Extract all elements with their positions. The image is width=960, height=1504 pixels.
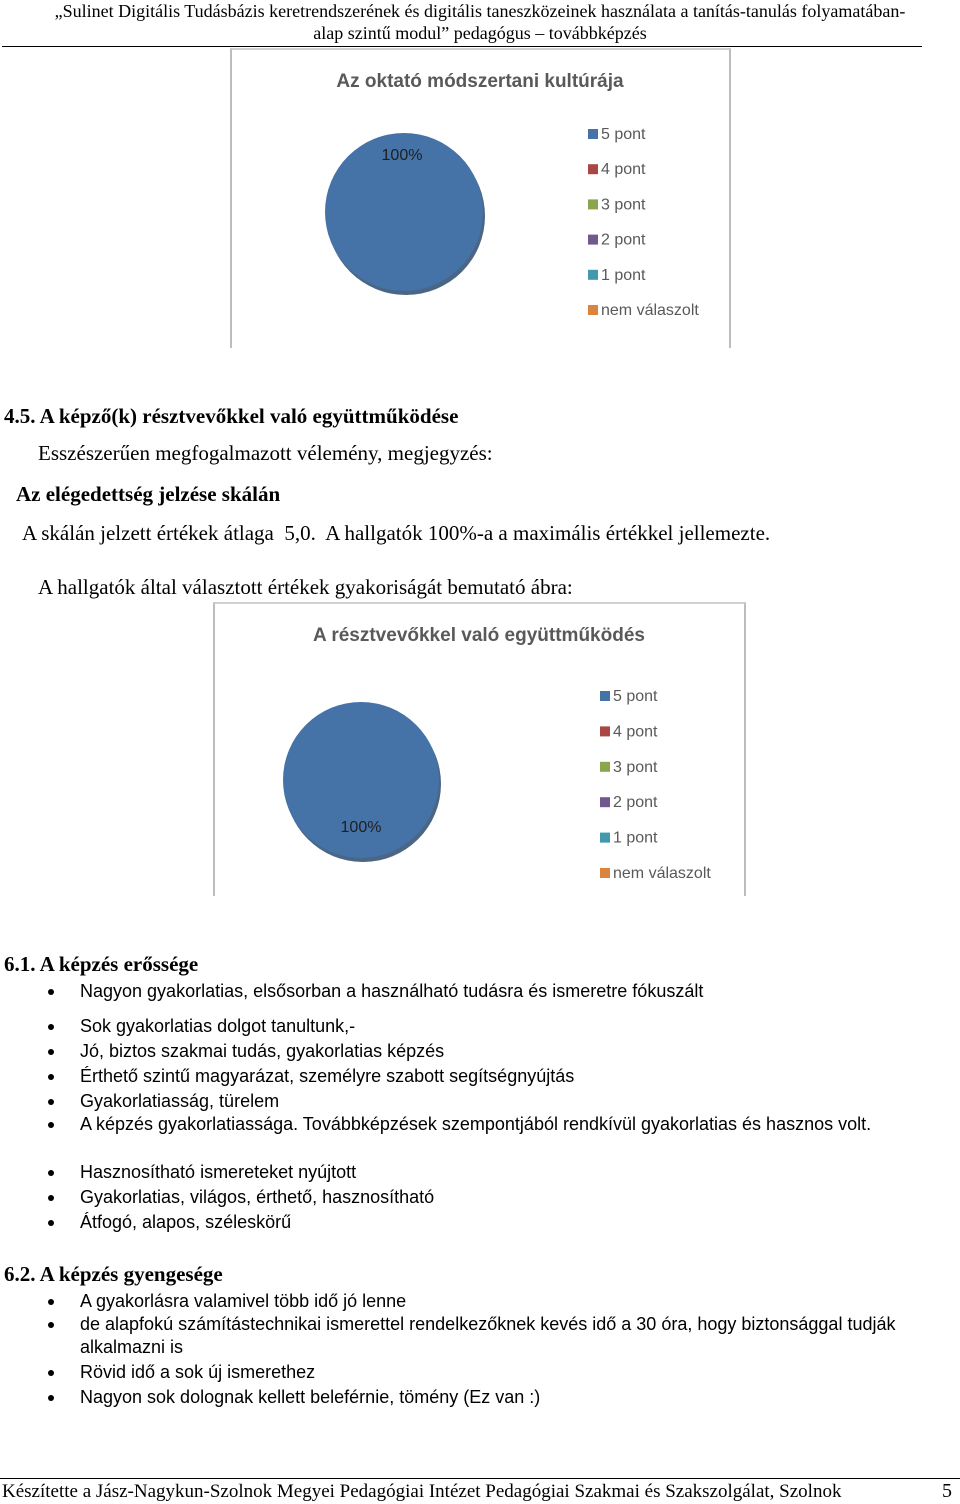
legend-label: 1 pont (613, 829, 658, 847)
header-line-1: „Sulinet Digitális Tudásbázis keretrendszerének és digitális taneszközeinek használata a tanítás-tanulás folyamatában- (54, 1, 906, 21)
bullet-icon (48, 1170, 54, 1176)
bullet-icon (48, 1122, 54, 1128)
chart-title: A résztvevőkkel való együttműködés (313, 625, 645, 646)
footer-divider (0, 1478, 960, 1479)
bullet-icon (48, 1024, 54, 1030)
pie-chart-svg (215, 604, 744, 896)
legend-swatch (588, 235, 598, 245)
pie-chart-methodology (230, 48, 731, 348)
legend-swatch (600, 833, 610, 843)
legend-label: nem válaszolt (613, 865, 711, 882)
list-item: Jó, biztos szakmai tudás, gyakorlatias képzés (80, 1040, 940, 1063)
legend-label: 5 pont (613, 688, 658, 705)
legend-swatch (588, 305, 598, 315)
satisfaction-subheading: Az elégedettség jelzése skálán (16, 482, 281, 506)
slice-data-label: 100% (381, 147, 423, 164)
page-number: 5 (942, 1480, 952, 1502)
list-item: de alapfokú számítástechnikai ismerettel rendelkezőknek kevés idő a 30 óra, hogy biztonsággal tudják alkalmazni is (80, 1313, 916, 1359)
legend-swatch (600, 868, 610, 878)
pie-chart-svg (232, 50, 729, 348)
bullet-icon (48, 1049, 54, 1055)
header-line-2: alap szintű modul” pedagógus – továbbképzés (313, 23, 647, 43)
legend-label: 5 pont (601, 126, 646, 143)
list-item: Átfogó, alapos, széleskörű (80, 1211, 940, 1234)
section-heading-6-1: 6.1. A képzés erőssége (4, 952, 199, 976)
legend-label: 3 pont (601, 196, 646, 214)
legend-swatch (600, 691, 610, 701)
bullet-icon (48, 1220, 54, 1226)
bullet-icon (48, 1370, 54, 1376)
legend-label: 4 pont (613, 723, 658, 741)
pie-chart-cooperation (213, 602, 746, 896)
section-heading-6-2: 6.2. A képzés gyengesége (4, 1262, 223, 1286)
list-item: A képzés gyakorlatiassága. Továbbképzések szempontjából rendkívül gyakorlatias és hasznos volt. (80, 1113, 910, 1136)
average-text: A skálán jelzett értékek átlaga 5,0. A hallgatók 100%-a a maximális értékkel jellemezte. (22, 521, 771, 545)
list-item: Érthető szintű magyarázat, személyre szabott segítségnyújtás (80, 1065, 940, 1088)
bullet-icon (48, 1074, 54, 1080)
bullet-icon (48, 1299, 54, 1305)
legend-label: 2 pont (613, 794, 658, 812)
list-item: Nagyon sok dolognak kellett beleférnie, tömény (Ez van :) (80, 1386, 940, 1409)
list-item: A gyakorlásra valamivel több idő jó lenne (80, 1290, 940, 1313)
chart-caption: A hallgatók által választott értékek gyakoriságát bemutató ábra: (38, 575, 573, 599)
legend-swatch (588, 270, 598, 280)
chart-title: Az oktató módszertani kultúrája (336, 71, 624, 92)
bullet-icon (48, 989, 54, 995)
legend-label: 3 pont (613, 758, 658, 776)
list-item: Gyakorlatias, világos, érthető, hasznosítható (80, 1186, 940, 1209)
legend-label: 1 pont (601, 266, 646, 284)
list-item: Rövid idő a sok új ismerethez (80, 1361, 940, 1384)
section-intro: Esszészerűen megfogalmazott vélemény, megjegyzés: (38, 441, 493, 465)
bullet-icon (48, 1195, 54, 1201)
list-item: Hasznosítható ismereteket nyújtott (80, 1161, 940, 1184)
legend-label: 2 pont (601, 231, 646, 249)
page-header (0, 0, 960, 44)
legend-swatch (588, 199, 598, 209)
legend-swatch (600, 726, 610, 736)
legend-swatch (588, 164, 598, 174)
header-divider (2, 46, 922, 47)
legend-label: 4 pont (601, 161, 646, 179)
bullet-icon (48, 1099, 54, 1105)
bullet-icon (48, 1395, 54, 1401)
footer-text: Készítette a Jász-Nagykun-Szolnok Megyei Pedagógiai Intézet Pedagógiai Szakmai és Szakszolgálat, Szolnok (2, 1481, 842, 1502)
list-item: Nagyon gyakorlatias, elsősorban a használható tudásra és ismeretre fókuszált (80, 980, 940, 1003)
legend-label: nem válaszolt (601, 302, 699, 319)
slice-data-label: 100% (340, 819, 382, 836)
legend-swatch (600, 797, 610, 807)
legend-swatch (588, 129, 598, 139)
bullet-icon (48, 1322, 54, 1328)
list-item: Sok gyakorlatias dolgot tanultunk,- (80, 1015, 940, 1038)
legend-swatch (600, 762, 610, 772)
section-heading-4-5: 4.5. A képző(k) résztvevőkkel való együttműködése (4, 404, 459, 428)
list-item: Gyakorlatiasság, türelem (80, 1090, 940, 1113)
